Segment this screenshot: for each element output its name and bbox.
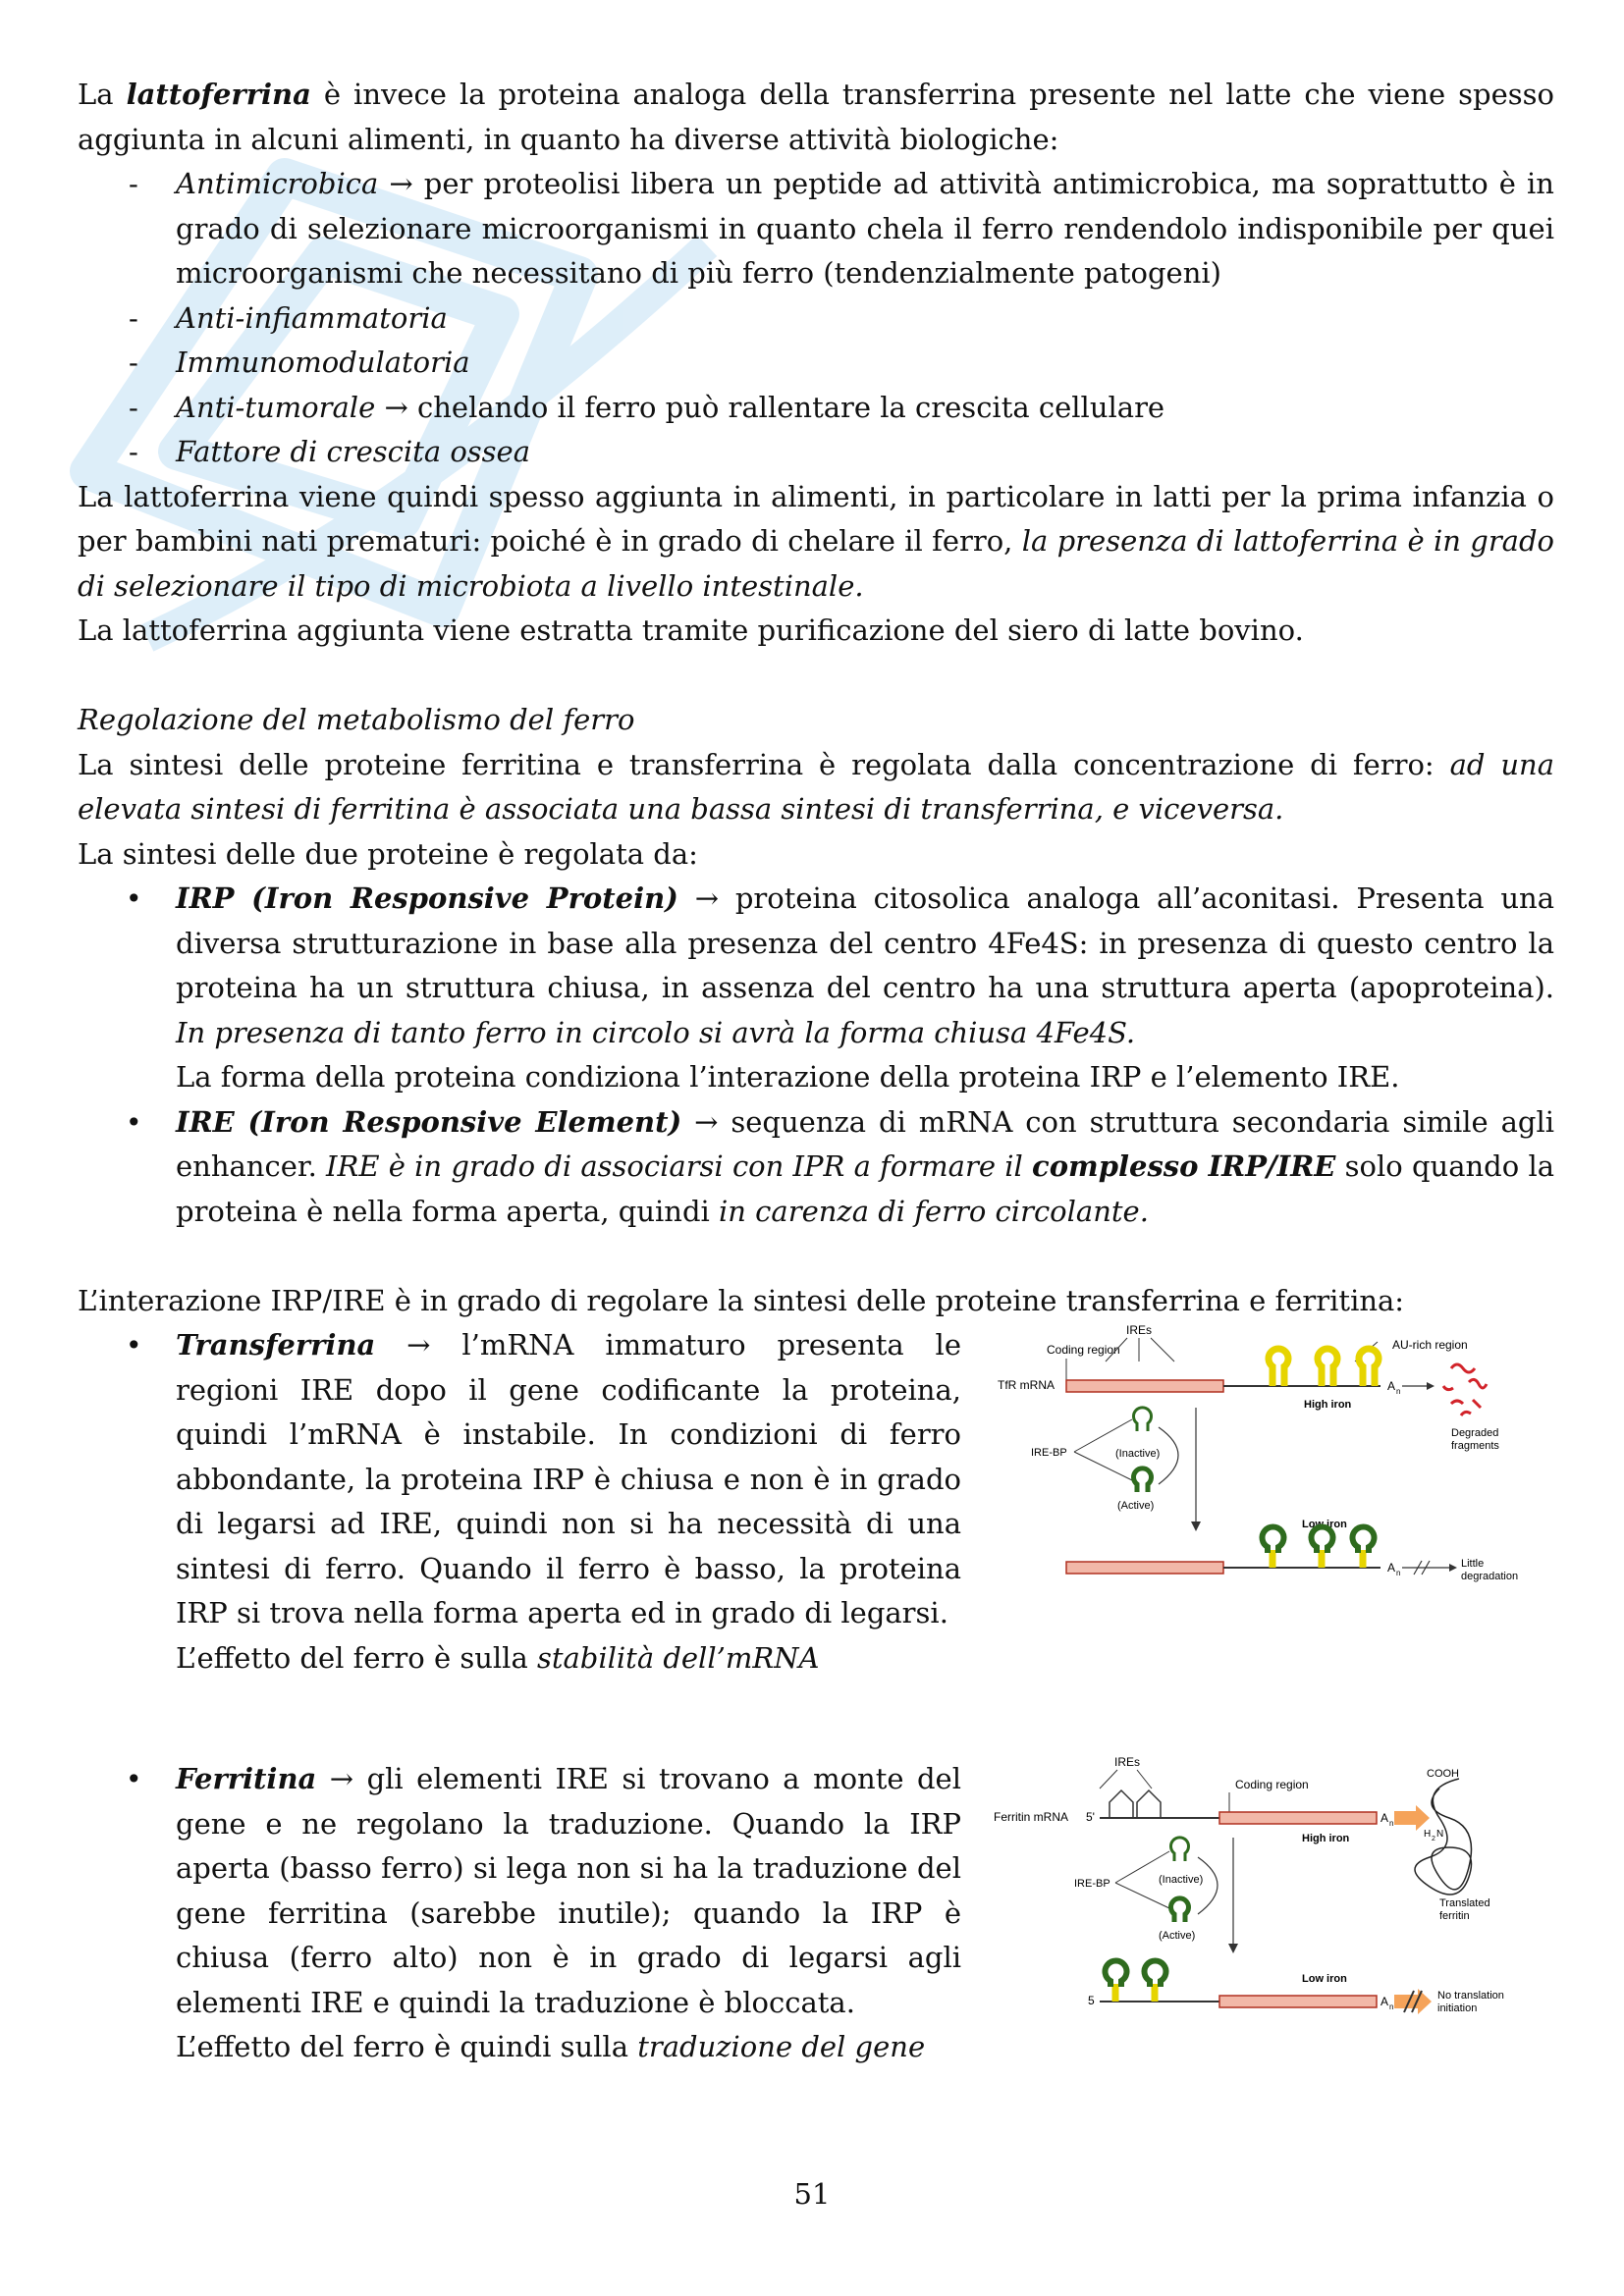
label-little: Little: [1461, 1558, 1485, 1570]
label-h2n-h: H: [1424, 1829, 1432, 1840]
label-h2n-sub: 2: [1432, 1836, 1435, 1842]
label-degradation: degradation: [1461, 1571, 1519, 1582]
poly-a-label: A: [1380, 1995, 1389, 2008]
label-h2n-n: N: [1436, 1829, 1444, 1840]
poly-a-label: A: [1387, 1561, 1396, 1575]
list-item: - Anti-tumorale → chelando il ferro può rallentare la crescita cellulare: [129, 390, 1165, 424]
label-5-prime: 5': [1086, 1810, 1095, 1824]
paragraph-interaction: L’interazione IRP/IRE è in grado di regolare la sintesi delle proteine transferrina e ferritina:: [78, 1283, 1405, 1317]
list-item-ferritina: • Ferritina → gli elementi IRE si trovano a monte del gene e ne regolano la traduzione. Quando la IRP aperta (basso ferro) si lega non si ha la traduzione del gene ferritina (sarebbe inutile); quando la IRP è chiusa (ferro alto) non è in grado di legarsi agli elementi IRE e quindi la traduzione è bloccata. L’effetto del ferro è quindi sulla traduzione del gene: [126, 1762, 961, 2063]
label-active: (Active): [1159, 1930, 1196, 1942]
label-degraded: Degraded: [1451, 1427, 1499, 1439]
label-initiation: initiation: [1437, 2002, 1478, 2014]
list-item: - Fattore di crescita ossea: [129, 435, 531, 468]
term-lattoferrina: lattoferrina: [126, 78, 311, 111]
paragraph-regulated-by: La sintesi delle due proteine è regolata da:: [78, 836, 698, 871]
label-inactive: (Inactive): [1159, 1874, 1204, 1886]
poly-a-label: A: [1387, 1379, 1396, 1393]
label-5: 5: [1088, 1994, 1095, 2007]
label-ferritin-mrna: Ferritin mRNA: [994, 1810, 1069, 1824]
page-number: 51: [793, 2177, 831, 2211]
transferrina-list: [78, 1323, 961, 1681]
page-content: [78, 73, 1555, 2063]
label-low-iron: Low iron: [1302, 1519, 1347, 1530]
coding-region-bar: [1066, 1380, 1223, 1392]
label-ires: IREs: [1125, 1323, 1153, 1337]
label-no-translation: No translation: [1437, 1990, 1504, 2002]
activities-list: [78, 162, 1554, 475]
list-item: - Antimicrobica → per proteolisi libera un peptide ad attività antimicrobica, ma soprattutto è in grado di selezionare microorganismi in quanto chela il ferro rendendolo indisponibile per quei microorganismi che necessitano di più ferro (tendenzialmente patogeni): [129, 167, 1554, 290]
label-active: (Active): [1117, 1500, 1155, 1512]
ferritina-list: [78, 1757, 961, 2070]
paragraph-regulation: La sintesi delle proteine ferritina e transferrina è regolata dalla concentrazione di ferro: ad una elevata sintesi di ferritina è associata una bassa sintesi di transferrina, e viceversa.: [78, 747, 1554, 826]
section-title: Regolazione del metabolismo del ferro: [78, 703, 635, 736]
poly-a-sub: n: [1389, 1819, 1394, 1828]
label-au-rich: AU-rich region: [1392, 1338, 1468, 1352]
label-translated: Translated: [1439, 1897, 1490, 1909]
paragraph-lattoferrina-uses: La lattoferrina viene quindi spesso aggiunta in alimenti, in particolare in latti per la prima infanzia o per bambini nati prematuri: poiché è in grado di chelare il ferro, la presenza di lattoferrina è in grado di selezionare il tipo di microbiota a livello intestinale.: [78, 479, 1554, 603]
label-high-iron: High iron: [1302, 1833, 1350, 1844]
poly-a-sub: n: [1396, 1569, 1401, 1577]
intro-paragraph: La lattoferrina è invece la proteina analoga della transferrina presente nel latte che viene spesso aggiunta in alcuni alimenti, in quanto ha diverse attività biologiche:: [78, 78, 1555, 156]
label-coding-region: Coding region: [1047, 1343, 1120, 1357]
list-item: - Immunomodulatoria: [129, 346, 470, 379]
poly-a-sub: n: [1389, 2002, 1394, 2011]
paragraph-extraction: La lattoferrina aggiunta viene estratta tramite purificazione del siero di latte bovino.: [78, 614, 1304, 647]
regulators-list: [78, 877, 1554, 1234]
label-ire-bp: IRE-BP: [1031, 1447, 1067, 1459]
coding-region-bar: [1219, 1812, 1377, 1824]
list-item-transferrina: • Transferrina → l’mRNA immaturo presenta le regioni IRE dopo il gene codificante la proteina, quindi l’mRNA è instabile. In condizioni di ferro abbondante, la proteina IRP è chiusa e non è in grado di legarsi ad IRE, quindi non si ha necessità di una sintesi di ferro. Quando il ferro è basso, la proteina IRP si trova nella forma aperta ed in grado di legarsi. L’effetto del ferro è sulla stabilità dell’mRNA: [126, 1328, 961, 1675]
poly-a-label: A: [1380, 1811, 1389, 1825]
label-ferritin: ferritin: [1439, 1910, 1470, 1922]
ferritin-mrna-diagram: [990, 1749, 1504, 2024]
poly-a-sub: n: [1396, 1387, 1401, 1396]
label-fragments: fragments: [1451, 1440, 1499, 1452]
label-low-iron: Low iron: [1302, 1973, 1347, 1985]
label-inactive: (Inactive): [1115, 1448, 1161, 1460]
label-tfr-mrna: TfR mRNA: [998, 1378, 1055, 1392]
transferrina-section: [78, 1323, 1554, 1675]
label-ire-bp: IRE-BP: [1074, 1878, 1110, 1890]
transferrin-mrna-diagram: [990, 1317, 1519, 1608]
label-coding-region: Coding region: [1235, 1778, 1309, 1791]
list-item-ire: • IRE (Iron Responsive Element) → sequenza di mRNA con struttura secondaria simile agli enhancer. IRE è in grado di associarsi con IPR a formare il complesso IRP/IRE solo quando la proteina è nella forma aperta, quindi in carenza di ferro circolante.: [126, 1104, 1555, 1228]
ferritina-section: [78, 1755, 1554, 2063]
label-high-iron: High iron: [1304, 1399, 1352, 1411]
label-cooh: COOH: [1427, 1768, 1459, 1780]
list-item-irp: • IRP (Iron Responsive Protein) → proteina citosolica analoga all’aconitasi. Presenta una diversa strutturazione in base alla presenza del centro 4Fe4S: in presenza di questo centro la proteina ha un struttura chiusa, in assenza del centro ha una struttura aperta (apoproteina). In presenza di tanto ferro in circolo si avrà la forma chiusa 4Fe4S. La forma della proteina condiziona l’interazione della proteina IRP e l’elemento IRE.: [126, 881, 1554, 1094]
label-ires: IREs: [1113, 1755, 1141, 1769]
list-item: - Anti-infiammatoria: [129, 300, 448, 335]
